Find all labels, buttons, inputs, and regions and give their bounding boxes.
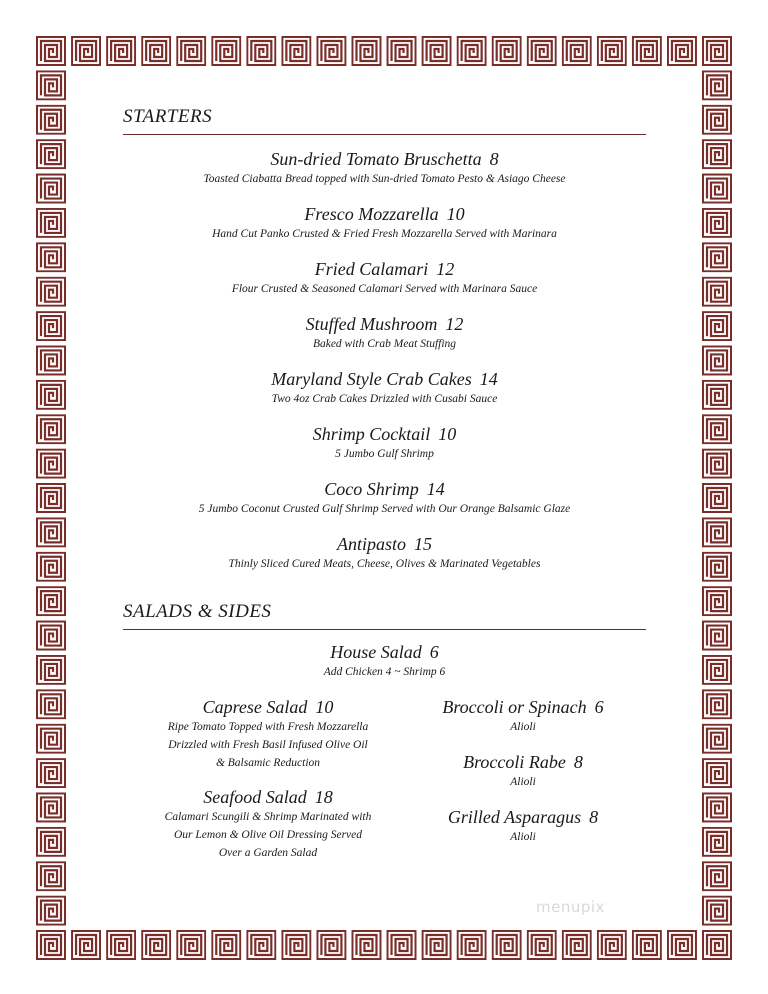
item-description: Hand Cut Panko Crusted & Fried Fresh Mozzarella Served with Marinara: [212, 228, 557, 240]
item-description: Thinly Sliced Cured Meats, Cheese, Olives & Marinated Vegetables: [228, 558, 541, 570]
item-price: 15: [414, 534, 432, 554]
starters-divider: [123, 134, 646, 135]
item-price: 12: [445, 314, 464, 334]
item-description: Alioli: [510, 831, 536, 843]
item-name: Broccoli Rabe: [463, 752, 566, 772]
starters-heading: STARTERS: [123, 106, 213, 127]
item-name: Maryland Style Crab Cakes: [271, 369, 472, 389]
watermark: menupix: [536, 898, 605, 916]
item-description: Toasted Ciabatta Bread topped with Sun-dried Tomato Pesto & Asiago Cheese: [203, 173, 566, 185]
menu-item: [118, 696, 418, 771]
item-description-line: & Balsamic Reduction: [215, 757, 321, 769]
item-description-line: Calamari Scungili & Shrimp Marinated with: [164, 811, 372, 823]
item-name: Grilled Asparagus: [447, 807, 582, 827]
item-name: Sun-dried Tomato Bruschetta: [270, 149, 482, 169]
salads-divider: [123, 629, 646, 630]
item-description: Baked with Crab Meat Stuffing: [312, 338, 457, 350]
item-description: Flour Crusted & Seasoned Calamari Served with Marinara Sauce: [231, 283, 538, 295]
item-price: 8: [489, 149, 499, 169]
menu-item: [428, 806, 618, 845]
item-description-line: Our Lemon & Olive Oil Dressing Served: [173, 829, 363, 841]
item-name: Fresco Mozzarella: [304, 204, 439, 224]
item-description-line: Drizzled with Fresh Basil Infused Olive Oil: [168, 739, 368, 751]
item-description: Two 4oz Crab Cakes Drizzled with Cusabi Sauce: [271, 393, 498, 405]
menu-item: [123, 148, 646, 187]
item-description: Alioli: [510, 721, 536, 733]
menu-item: [123, 533, 646, 572]
item-price: 14: [479, 369, 498, 389]
item-name: Shrimp Cocktail: [312, 424, 431, 444]
item-name: Coco Shrimp: [324, 479, 419, 499]
menu-item: [428, 696, 618, 735]
item-name: Caprese Salad: [202, 697, 308, 717]
item-price: 10: [446, 204, 465, 224]
item-price: 6: [429, 642, 439, 662]
menu-item: [123, 313, 646, 352]
menu-item: [123, 478, 646, 517]
item-description-line: Over a Garden Salad: [218, 847, 318, 859]
item-price: 10: [315, 697, 334, 717]
menu-item: [123, 641, 646, 680]
item-name: Seafood Salad: [203, 787, 307, 807]
menu-item: [118, 786, 418, 861]
item-price: 18: [314, 787, 333, 807]
item-name: Antipasto: [336, 534, 406, 554]
item-description: 5 Jumbo Gulf Shrimp: [335, 448, 434, 460]
item-description: 5 Jumbo Coconut Crusted Gulf Shrimp Served with Our Orange Balsamic Glaze: [198, 503, 571, 515]
item-price: 10: [438, 424, 457, 444]
item-name: Fried Calamari: [314, 259, 429, 279]
item-price: 8: [589, 807, 599, 827]
item-price: 8: [573, 752, 583, 772]
item-name: Stuffed Mushroom: [305, 314, 438, 334]
menu-item: [123, 368, 646, 407]
menu-item: [123, 203, 646, 242]
menu-item: [123, 258, 646, 297]
menu-item: [123, 423, 646, 462]
item-name: Broccoli or Spinach: [442, 697, 587, 717]
item-price: 12: [436, 259, 455, 279]
item-description-line: Ripe Tomato Topped with Fresh Mozzarella: [167, 721, 369, 733]
item-price: 6: [594, 697, 604, 717]
item-description: Alioli: [510, 776, 536, 788]
menu-item: [428, 751, 618, 790]
salads-heading: SALADS & SIDES: [123, 601, 272, 622]
item-description: Add Chicken 4 ~ Shrimp 6: [323, 666, 446, 678]
item-name: House Salad: [330, 642, 422, 662]
item-price: 14: [426, 479, 445, 499]
